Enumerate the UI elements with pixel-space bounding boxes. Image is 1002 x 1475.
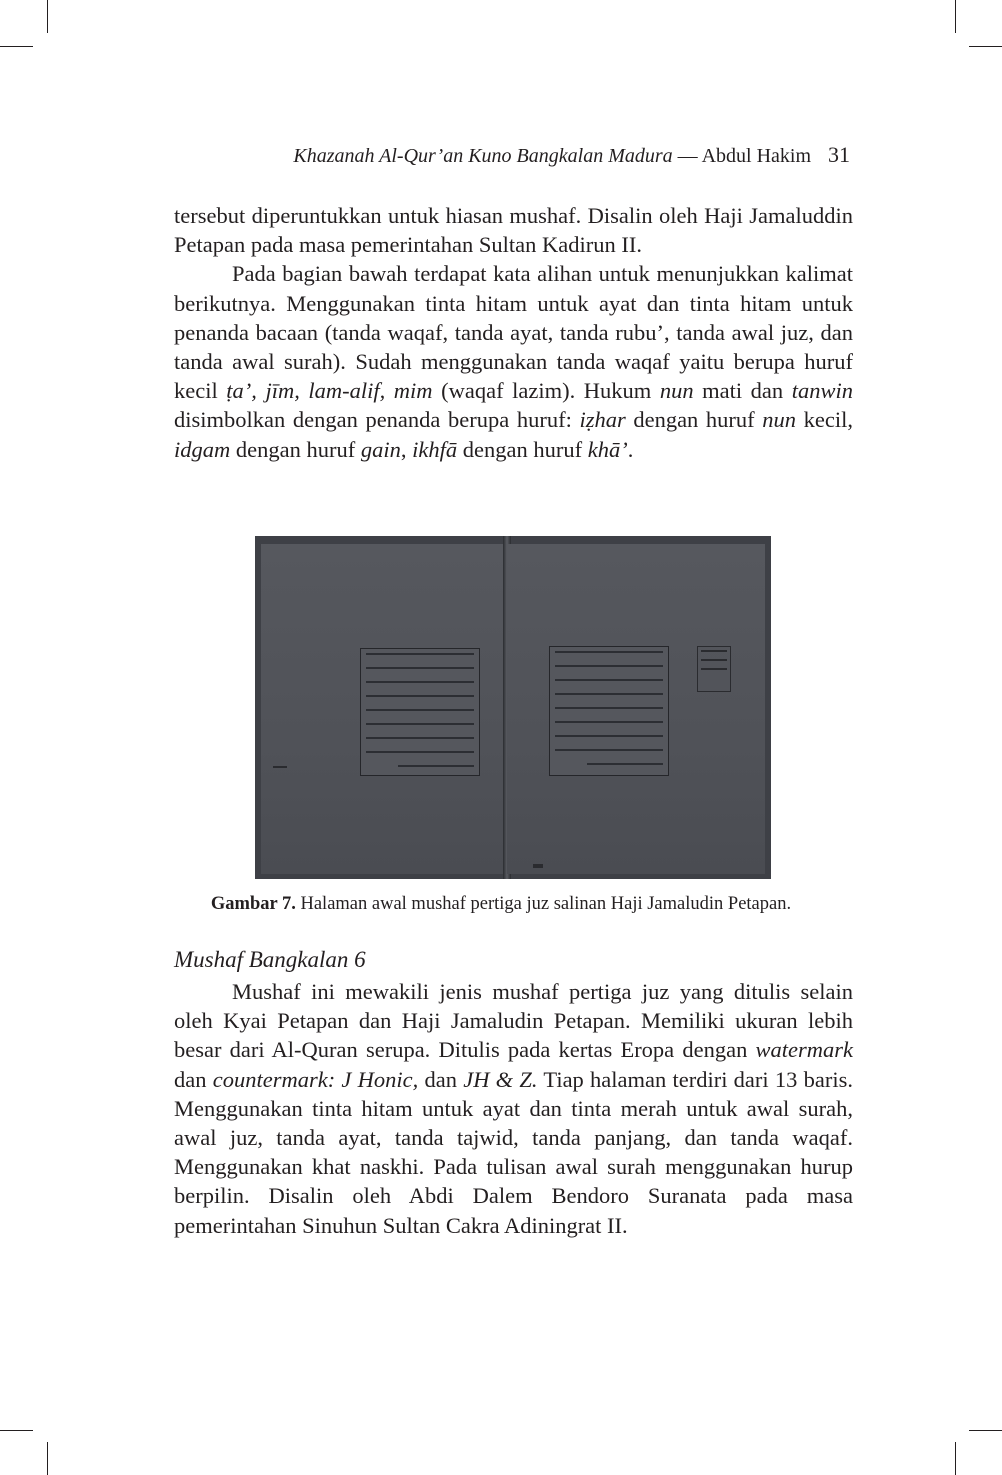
crop-mark [47,0,48,33]
separator: — [677,145,698,167]
figure-caption [0,894,1002,915]
crop-mark [0,46,33,47]
manuscript-photo [255,536,771,879]
manuscript-surah-marginal [697,646,731,692]
manuscript-text-block [360,648,480,776]
caption-label: Gambar 7. [210,894,296,914]
paragraph: Pada bagian bawah terdapat kata alihan untuk menunjukkan kalimat berikutnya. Menggunakan tinta hitam untuk ayat dan tinta hitam untuk penanda bacaan (tanda waqaf, tanda ayat, tanda rubu’, tanda awal juz, dan tanda awal surah). Sudah menggunakan tanda waqaf yaitu berupa huruf kecil ṭa’, jīm, lam-alif, mim (waqaf lazim). Hukum nun mati dan tanwin disimbolkan dengan penanda berupa huruf: iẓhar dengan huruf nun kecil, idgam dengan huruf gain, ikhfā dengan huruf khā’. [174,261,853,462]
section-heading: Mushaf Bangkalan 6 [174,947,366,972]
paragraph: Mushaf ini mewakili jenis mushaf pertiga juz yang ditulis selain oleh Kyai Petapan dan Haji Jamaludin Petapan. Memiliki ukuran lebih besar dari Al-Quran serupa. Ditulis pada kertas Eropa dengan watermark dan countermark: J Honic, dan JH & Z. Tiap halaman terdiri dari 13 baris. Menggunakan tinta hitam untuk ayat dan tinta merah untuk awal surah, awal juz, tanda ayat, tanda tajwid, tanda panjang, dan tanda waqaf. Menggunakan khat naskhi. Pada tulisan awal surah menggunakan hurup berpilin. Disalin oleh Abdi Dalem Bendoro Suranata pada masa pemerintahan Sinuhun Sultan Cakra Adiningrat II. [174,979,853,1238]
manuscript-text-block [549,646,669,776]
folio-mark [533,864,543,868]
running-head [293,142,850,168]
caption-text: Halaman awal mushaf pertiga juz salinan Haji Jamaludin Petapan. [295,894,792,914]
author: Abdul Hakim [701,145,811,167]
crop-mark [0,1430,33,1431]
crop-mark [955,0,956,33]
crop-mark [969,1430,1002,1431]
paragraph: tersebut diperuntukkan untuk hiasan mushaf. Disalin oleh Haji Jamaluddin Petapan pada masa pemerintahan Sultan Kadirun II. [174,203,853,258]
crop-mark [47,1442,48,1475]
top-text [174,201,853,464]
crop-mark [955,1442,956,1475]
book-title: Khazanah Al-Qur’an Kuno Bangkalan Madura [293,145,673,167]
section-text [174,977,853,1240]
margin-mark [273,766,287,768]
manuscript-right-page [507,544,765,874]
page-number: 31 [828,142,850,167]
crop-mark [969,46,1002,47]
manuscript-left-page [261,544,507,874]
